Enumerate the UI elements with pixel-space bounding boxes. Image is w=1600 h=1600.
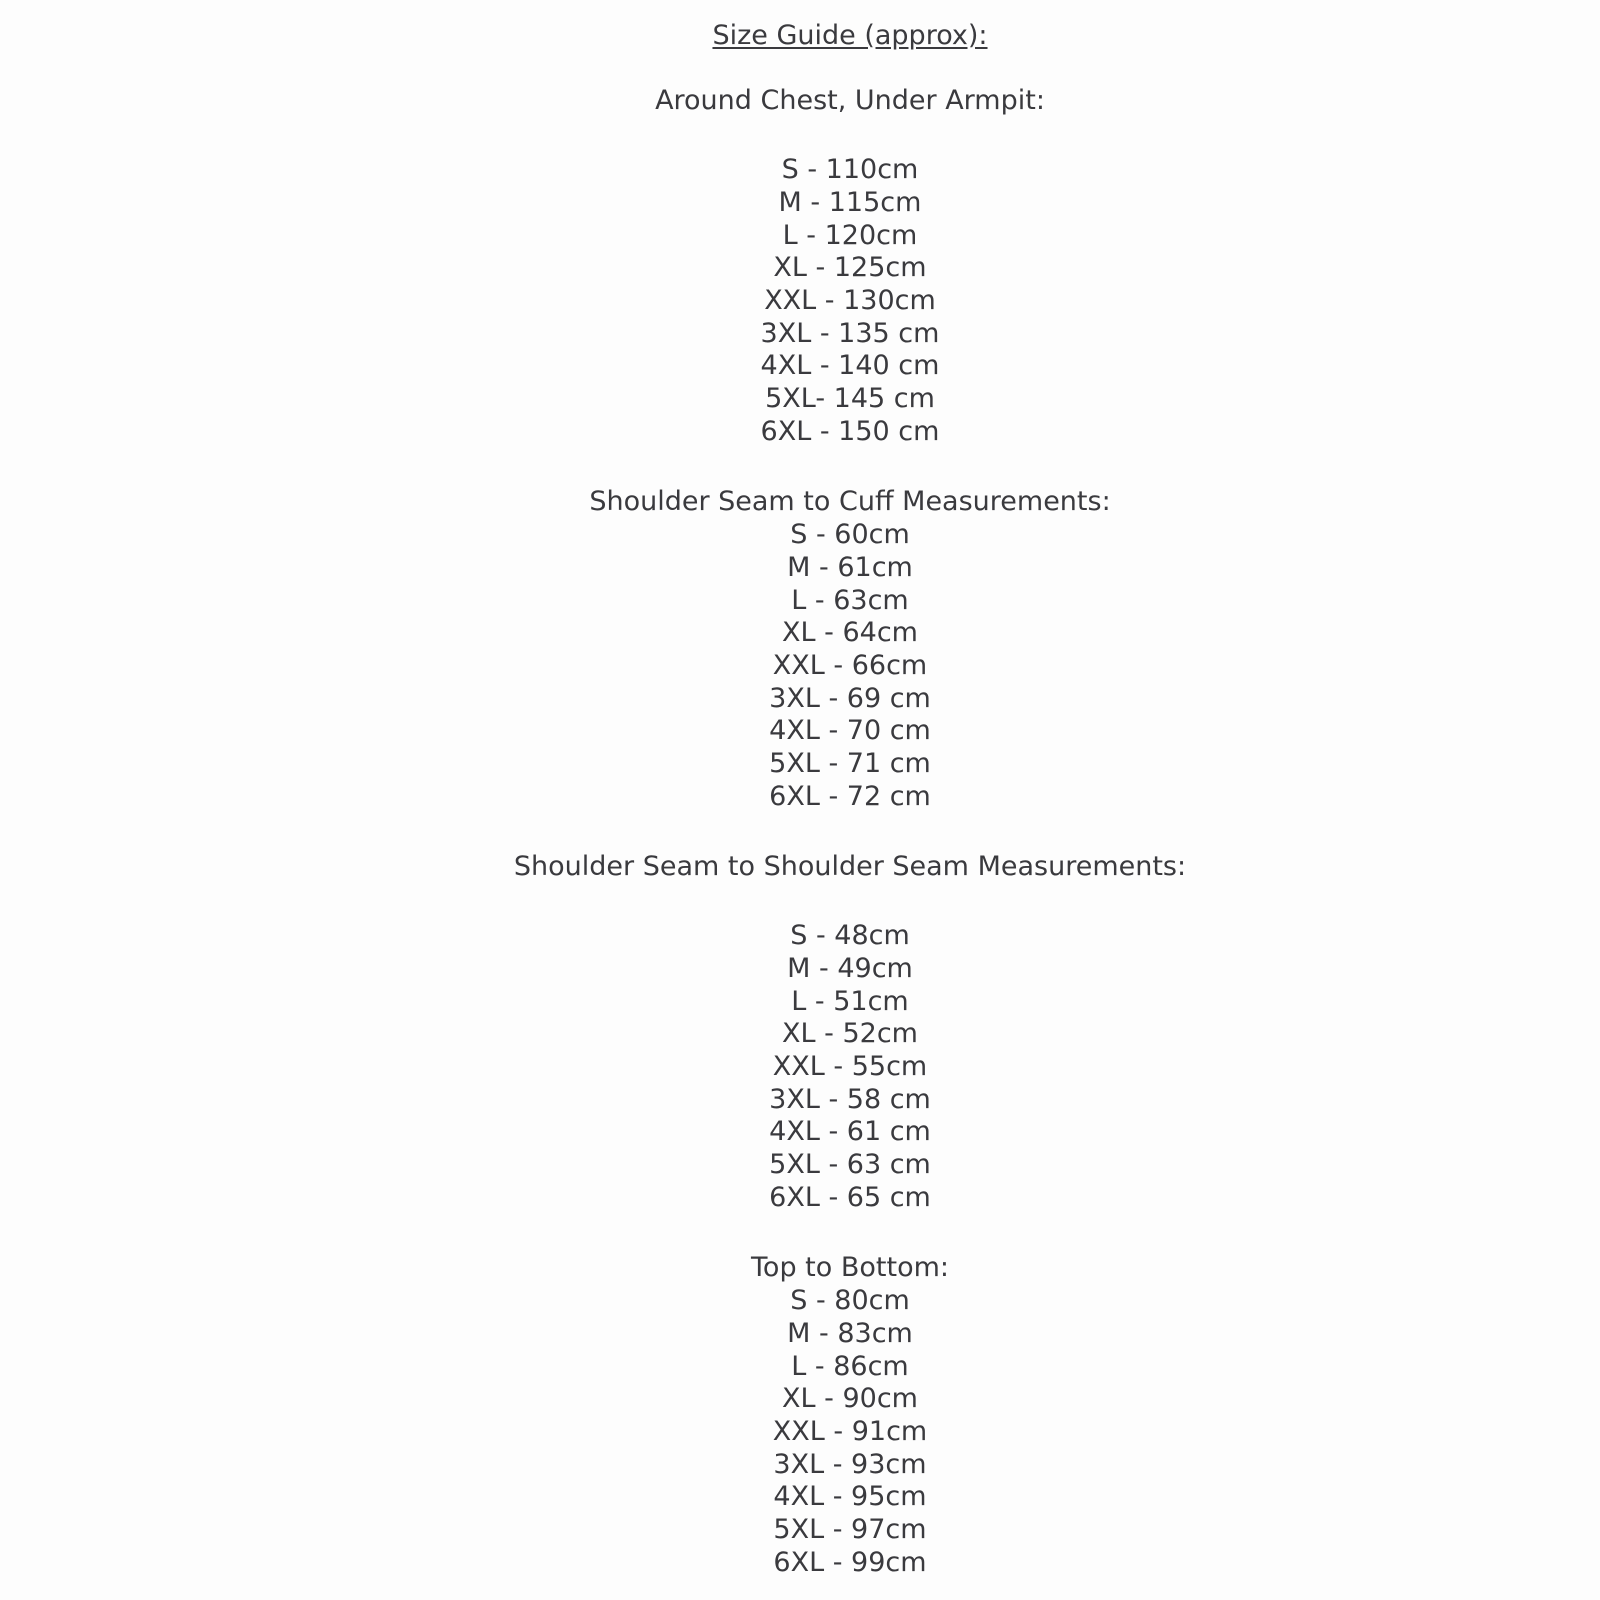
measurement-row: XL - 125cm (773, 252, 927, 284)
measurement-row: 6XL - 150 cm (760, 415, 940, 447)
measurement-row: L - 63cm (791, 584, 909, 616)
measurement-row: 5XL - 63 cm (769, 1149, 931, 1181)
measurement-row: S - 60cm (790, 519, 910, 551)
size-section (100, 1252, 1600, 1579)
measurement-row: L - 51cm (791, 985, 909, 1017)
measurement-row: 3XL - 69 cm (769, 682, 931, 714)
measurement-row: XXL - 55cm (772, 1050, 928, 1082)
measurement-row: S - 110cm (781, 154, 919, 186)
measurement-row: 6XL - 65 cm (769, 1181, 931, 1213)
measurement-row: XXL - 66cm (772, 649, 928, 681)
measurement-list (100, 519, 1600, 813)
measurement-row: 3XL - 135 cm (760, 317, 940, 349)
measurement-row: M - 115cm (778, 186, 922, 218)
measurement-row: L - 120cm (782, 219, 918, 251)
measurement-row: XL - 52cm (782, 1018, 918, 1050)
measurement-row: M - 49cm (787, 952, 913, 984)
measurement-row: 5XL- 145 cm (765, 383, 935, 415)
measurement-row: XL - 64cm (782, 617, 918, 649)
sections-container (100, 85, 1600, 1579)
measurement-row: XXL - 130cm (764, 284, 936, 316)
measurement-row: M - 61cm (787, 551, 913, 583)
measurement-list (100, 1285, 1600, 1579)
section-heading: Shoulder Seam to Shoulder Seam Measurements: (513, 851, 1187, 883)
measurement-row: 4XL - 61 cm (769, 1116, 931, 1148)
section-heading: Shoulder Seam to Cuff Measurements: (589, 486, 1111, 518)
measurement-row: 3XL - 58 cm (769, 1083, 931, 1115)
size-section (100, 85, 1600, 448)
measurement-row: 5XL - 97cm (773, 1514, 927, 1546)
measurement-row: S - 48cm (790, 920, 910, 952)
measurement-row: M - 83cm (787, 1317, 913, 1349)
section-heading: Top to Bottom: (751, 1252, 949, 1284)
size-section (100, 486, 1600, 813)
page-title: Size Guide (approx): (712, 20, 988, 51)
measurement-row: 5XL - 71 cm (769, 748, 931, 780)
measurement-row: 4XL - 140 cm (760, 350, 940, 382)
measurement-list (100, 154, 1600, 448)
measurement-row: 4XL - 70 cm (769, 715, 931, 747)
measurement-row: L - 86cm (791, 1350, 909, 1382)
measurement-row: 6XL - 99cm (773, 1546, 927, 1578)
measurement-row: S - 80cm (790, 1285, 910, 1317)
measurement-row: XXL - 91cm (772, 1416, 928, 1447)
measurement-row: 6XL - 72 cm (769, 780, 931, 812)
measurement-row: 3XL - 93cm (773, 1448, 927, 1480)
section-heading: Around Chest, Under Armpit: (655, 85, 1045, 117)
measurement-row: XL - 90cm (782, 1383, 918, 1415)
measurement-list (100, 920, 1600, 1214)
measurement-row: 4XL - 95cm (773, 1481, 927, 1513)
size-section (100, 851, 1600, 1214)
